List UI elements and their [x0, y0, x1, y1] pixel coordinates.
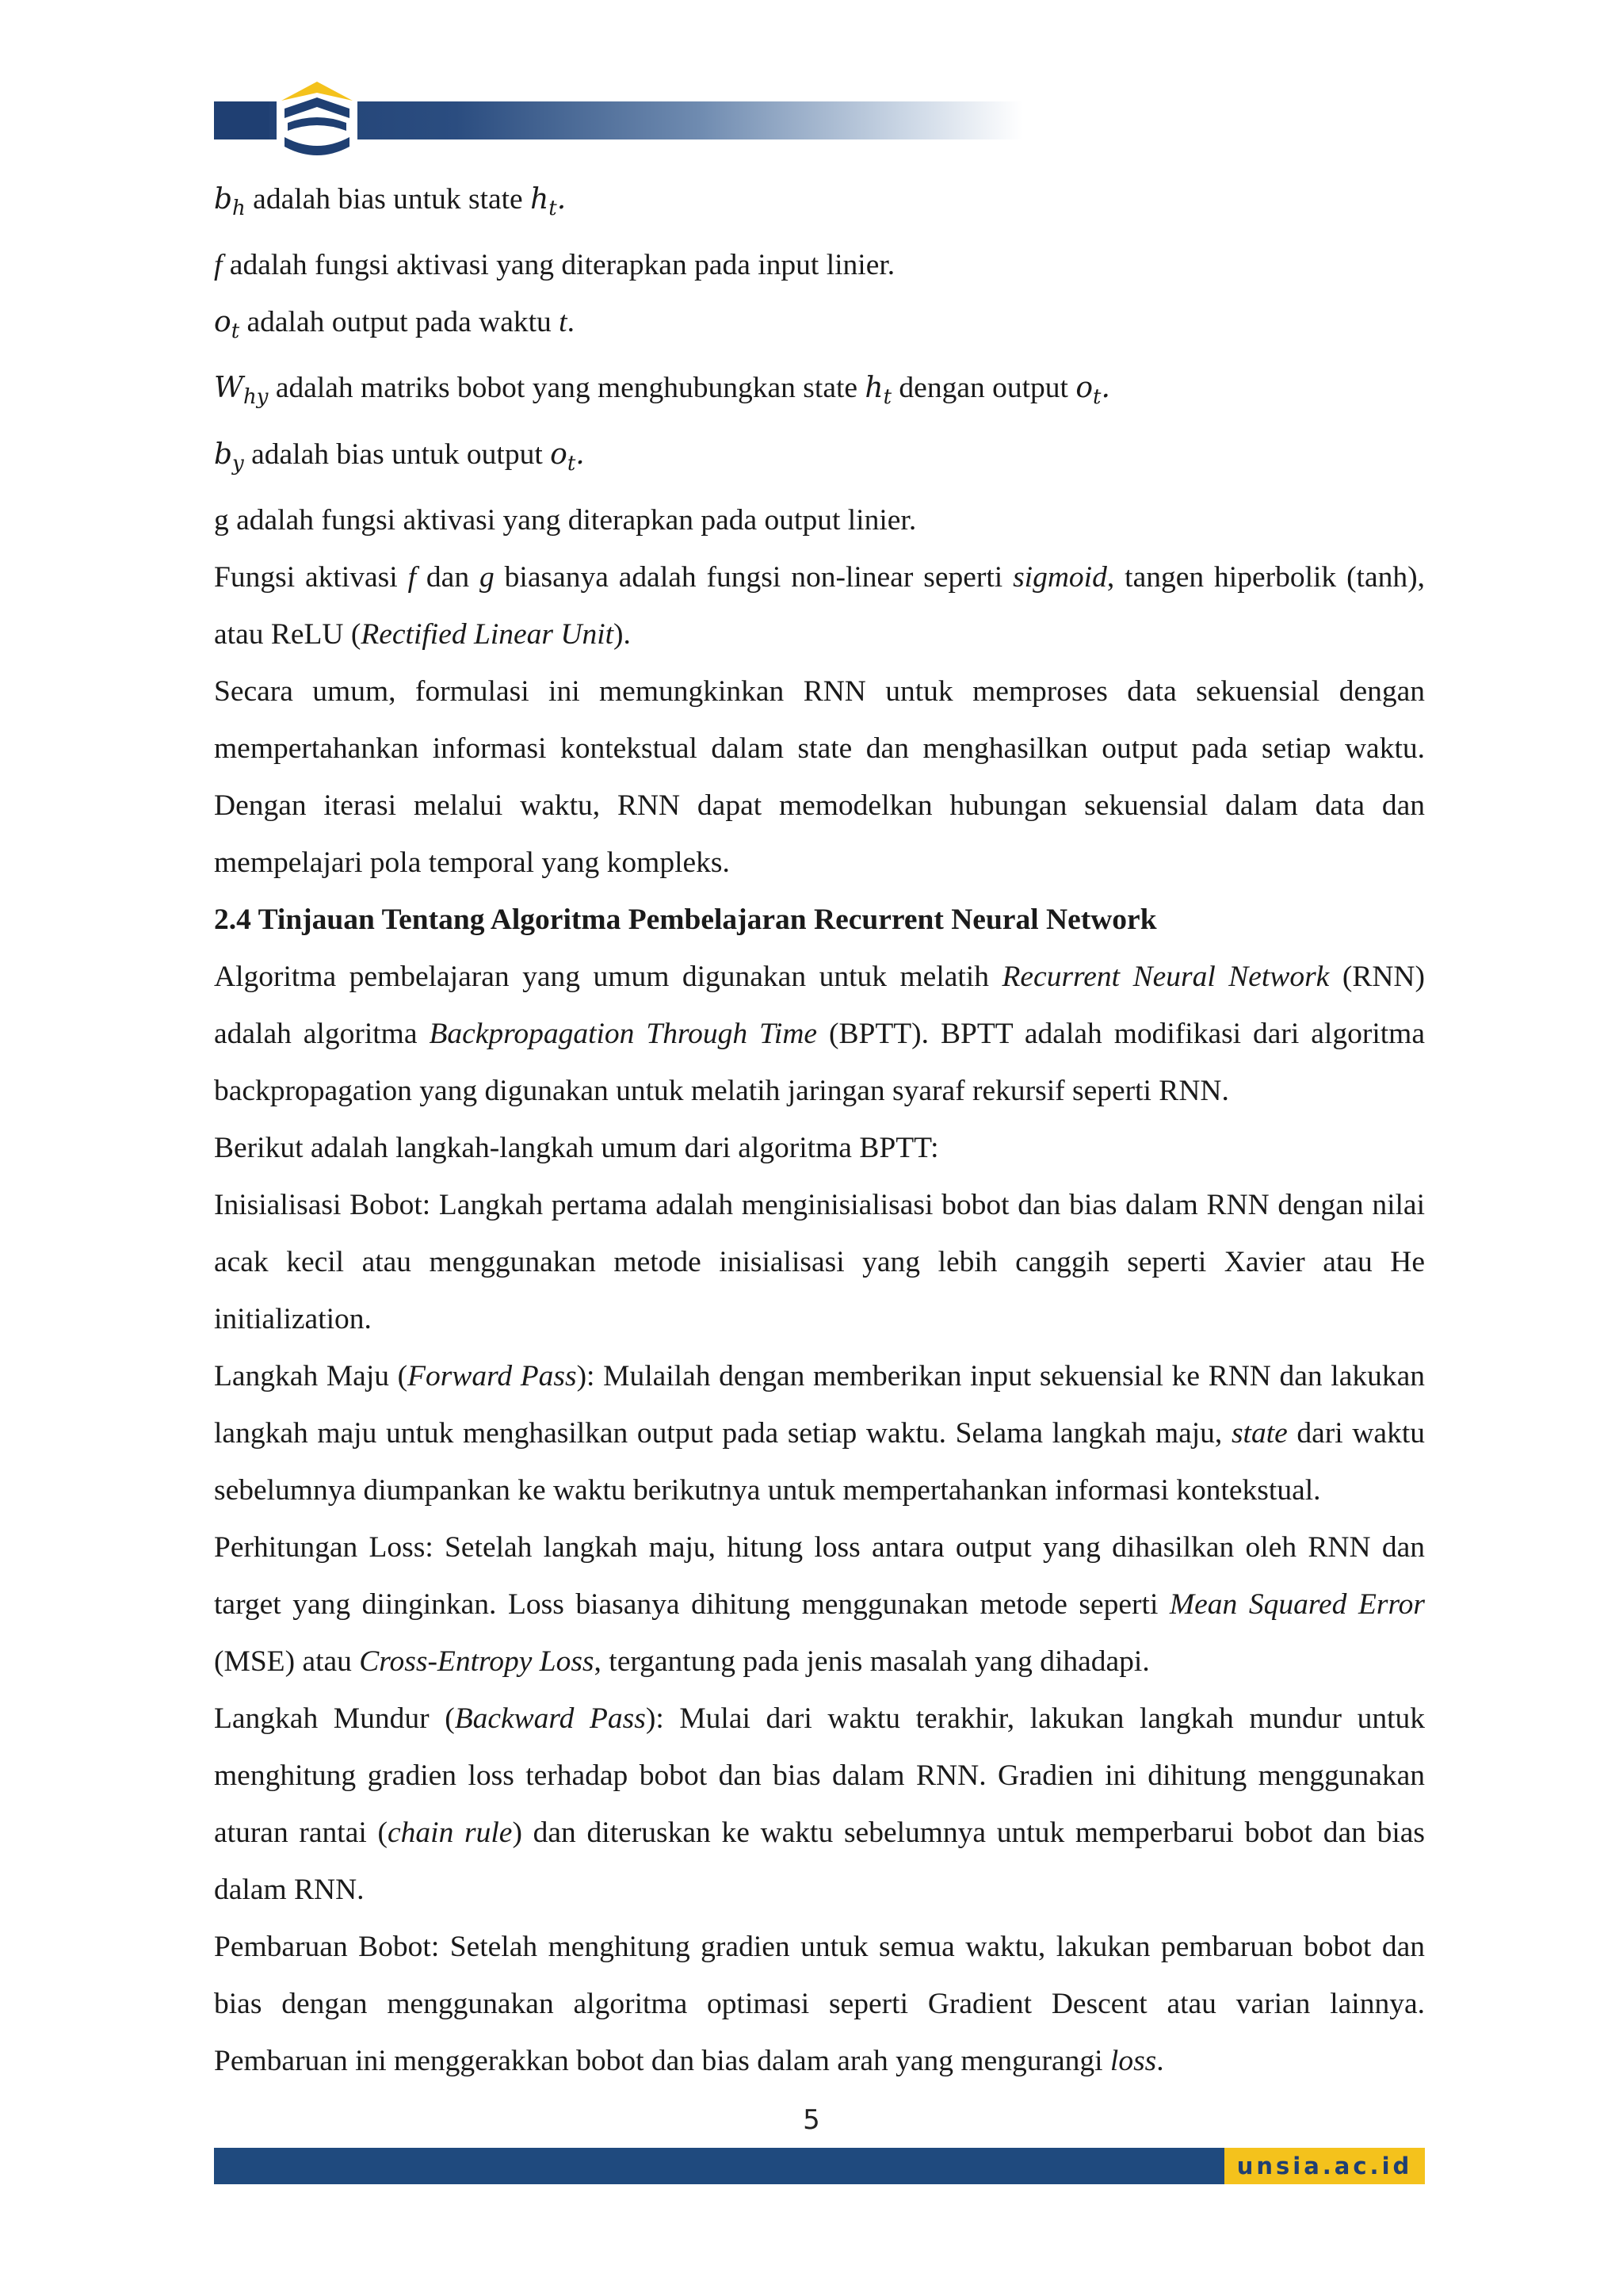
- paragraph-init: Inisialisasi Bobot: Langkah pertama adalah menginisialisasi bobot dan bias dalam RNN dengan nilai acak kecil atau menggunakan metode inisialisasi yang lebih canggih seperti Xavier atau He initialization.: [214, 1188, 1425, 1335]
- page-body: [214, 171, 1425, 2090]
- paragraph-activation: Fungsi aktivasi f dan g biasanya adalah fungsi non-linear seperti sigmoid, tangen hiperbolik (tanh), atau ReLU (Rectified Linear Unit).: [214, 560, 1425, 651]
- paragraph-forward: Langkah Maju (Forward Pass): Mulailah dengan memberikan input sekuensial ke RNN dan lakukan langkah maju untuk menghasilkan output pada setiap waktu. Selama langkah maju, state dari waktu sebelumnya diumpankan ke waktu berikutnya untuk mempertahankan informasi kontekstual.: [214, 1359, 1425, 1507]
- section-heading: 2.4 Tinjauan Tentang Algoritma Pembelajaran Recurrent Neural Network: [214, 903, 1157, 936]
- paragraph-loss: Perhitungan Loss: Setelah langkah maju, hitung loss antara output yang dihasilkan oleh RNN dan target yang diinginkan. Loss biasanya dihitung menggunakan metode seperti Mean Squared Error (MSE) atau Cross-Entropy Loss, tergantung pada jenis masalah yang dihadapi.: [214, 1530, 1425, 1678]
- page-number: 5: [803, 2104, 820, 2136]
- definition-why: $W_{hy}$ adalah matriks bobot yang menghubungkan state $h_t$ dengan output $o_t$.: [214, 372, 1110, 410]
- math-symbol: $b_h$: [214, 183, 246, 221]
- paragraph-summary: Secara umum, formulasi ini memungkinkan RNN untuk memproses data sekuensial dengan mempertahankan informasi kontekstual dalam state dan menghasilkan output pada setiap waktu. Dengan iterasi melalui waktu, RNN dapat memodelkan hubungan sekuensial dalam data dan mempelajari pola temporal yang kompleks.: [214, 674, 1425, 879]
- paragraph-steps-intro: Berikut adalah langkah-langkah umum dari algoritma BPTT:: [214, 1131, 939, 1164]
- definition-f: f adalah fungsi aktivasi yang diterapkan pada input linier.: [214, 249, 896, 282]
- definition-bh: $b_h$ adalah bias untuk state $h_t$.: [214, 183, 567, 221]
- paragraph-backward: Langkah Mundur (Backward Pass): Mulai dari waktu terakhir, lakukan langkah mundur untuk menghitung gradien loss terhadap bobot dan bias dalam RNN. Gradien ini dihitung menggunakan aturan rantai (chain rule) dan diteruskan ke waktu sebelumnya untuk memperbarui bobot dan bias dalam RNN.: [214, 1702, 1425, 1906]
- paragraph-update: Pembaruan Bobot: Setelah menghitung gradien untuk semua waktu, lakukan pembaruan bobot dan bias dengan menggunakan algoritma optimasi seperti Gradient Descent atau varian lainnya. Pembaruan ini menggerakkan bobot dan bias dalam arah yang mengurangi loss.: [214, 1930, 1425, 2077]
- definition-ot: $o_t$ adalah output pada waktu t.: [214, 306, 575, 344]
- footer-domain: unsia.ac.id: [1224, 2148, 1425, 2184]
- unsia-logo-icon: [273, 75, 361, 166]
- definition-g: g adalah fungsi aktivasi yang diterapkan pada output linier.: [214, 503, 917, 537]
- definition-by: $b_y$ adalah bias untuk output $o_t$.: [214, 437, 585, 476]
- header-bar-accent: [214, 101, 269, 139]
- paragraph-bptt: Algoritma pembelajaran yang umum digunakan untuk melatih Recurrent Neural Network (RNN) adalah algoritma Backpropagation Through Time (BPTT). BPTT adalah modifikasi dari algoritma backpropagation yang digunakan untuk melatih jaringan syaraf rekursif seperti RNN.: [214, 960, 1425, 1107]
